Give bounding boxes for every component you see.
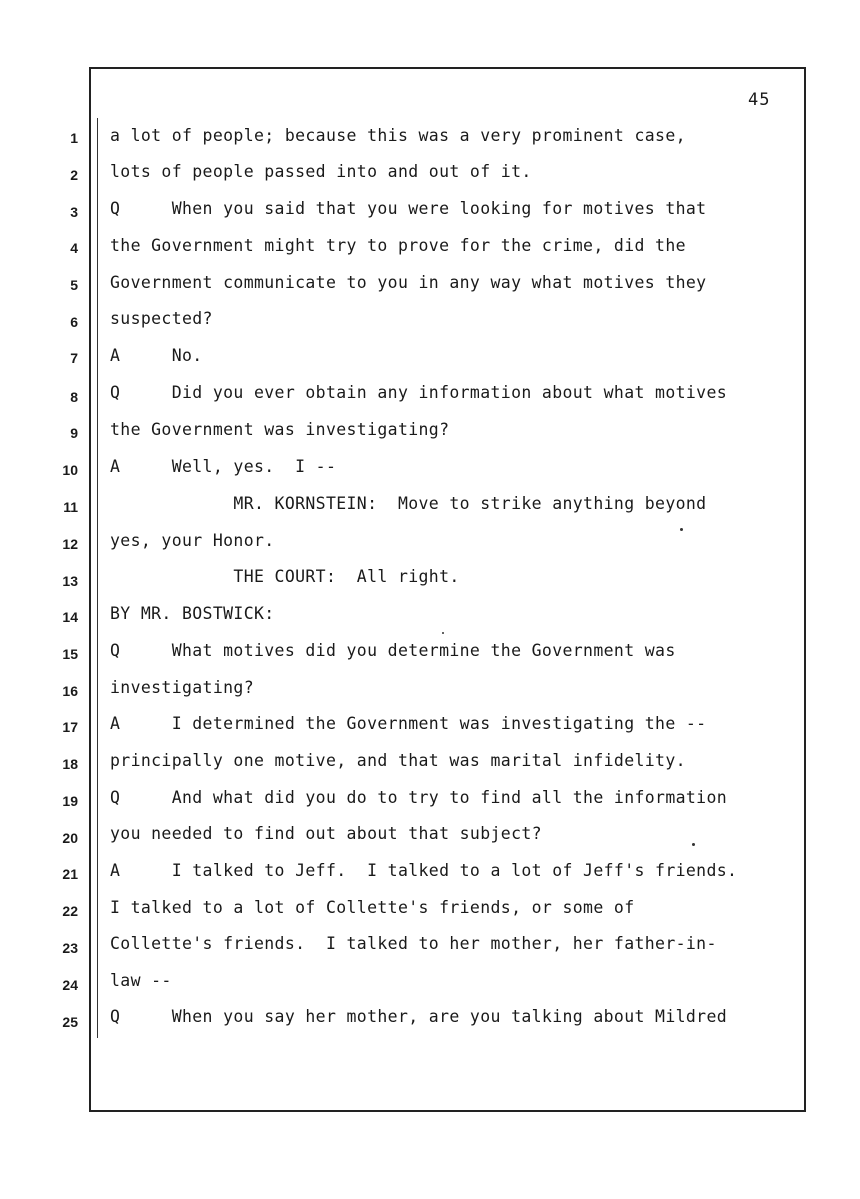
transcript-line: you needed to find out about that subject? xyxy=(110,824,542,843)
line-number: 20 xyxy=(62,830,78,846)
transcript-line: Q When you say her mother, are you talking about Mildred xyxy=(110,1007,728,1026)
line-number: 22 xyxy=(62,903,78,919)
transcript-line: lots of people passed into and out of it. xyxy=(110,162,532,181)
transcript-line: A Well, yes. I -- xyxy=(110,457,337,476)
transcript-line: I talked to a lot of Collette's friends, or some of xyxy=(110,898,635,917)
line-number: 1 xyxy=(70,130,78,146)
line-number: 14 xyxy=(62,609,78,625)
line-number: 21 xyxy=(62,866,78,882)
transcript-line: THE COURT: All right. xyxy=(110,567,460,586)
line-number: 12 xyxy=(62,536,78,552)
line-number: 4 xyxy=(70,240,78,256)
transcript-line: Q What motives did you determine the Government was xyxy=(110,641,676,660)
transcript-line: a lot of people; because this was a very prominent case, xyxy=(110,126,686,145)
line-number: 19 xyxy=(62,793,78,809)
line-number: 8 xyxy=(70,389,78,405)
line-number: 9 xyxy=(70,425,78,441)
line-number: 7 xyxy=(70,350,78,366)
transcript-line: investigating? xyxy=(110,678,254,697)
page-number: 45 xyxy=(748,90,771,110)
line-number: 18 xyxy=(62,756,78,772)
transcript-line: A I determined the Government was investigating the -- xyxy=(110,714,707,733)
left-margin-rule xyxy=(97,118,99,1038)
line-number: 10 xyxy=(62,462,78,478)
transcript-line: BY MR. BOSTWICK: xyxy=(110,604,275,623)
line-number: 3 xyxy=(70,204,78,220)
line-number: 23 xyxy=(62,940,78,956)
line-number: 17 xyxy=(62,719,78,735)
scan-speck xyxy=(442,632,444,634)
line-number: 11 xyxy=(63,499,78,515)
line-number: 13 xyxy=(62,573,78,589)
transcript-line: MR. KORNSTEIN: Move to strike anything beyond xyxy=(110,494,707,513)
transcript-line: suspected? xyxy=(110,309,213,328)
transcript-line: the Government was investigating? xyxy=(110,420,450,439)
transcript-line: Government communicate to you in any way what motives they xyxy=(110,273,707,292)
transcript-line: yes, your Honor. xyxy=(110,531,275,550)
transcript-line: Q Did you ever obtain any information about what motives xyxy=(110,383,728,402)
transcript-line: Collette's friends. I talked to her mother, her father-in- xyxy=(110,934,717,953)
line-number: 5 xyxy=(70,277,78,293)
scan-speck xyxy=(692,843,695,846)
transcript-line: the Government might try to prove for the crime, did the xyxy=(110,236,686,255)
line-number: 15 xyxy=(62,646,78,662)
line-number: 25 xyxy=(62,1014,78,1030)
transcript-line: Q When you said that you were looking for motives that xyxy=(110,199,707,218)
transcript-line: law -- xyxy=(110,971,172,990)
scan-speck xyxy=(680,528,683,531)
page-frame xyxy=(89,67,806,1112)
transcript-line: A I talked to Jeff. I talked to a lot of Jeff's friends. xyxy=(110,861,738,880)
transcript-line: A No. xyxy=(110,346,203,365)
line-number: 24 xyxy=(62,977,78,993)
transcript-line: Q And what did you do to try to find all the information xyxy=(110,788,728,807)
line-number: 2 xyxy=(70,167,78,183)
line-number: 6 xyxy=(70,314,78,330)
line-number: 16 xyxy=(62,683,78,699)
transcript-line: principally one motive, and that was marital infidelity. xyxy=(110,751,686,770)
